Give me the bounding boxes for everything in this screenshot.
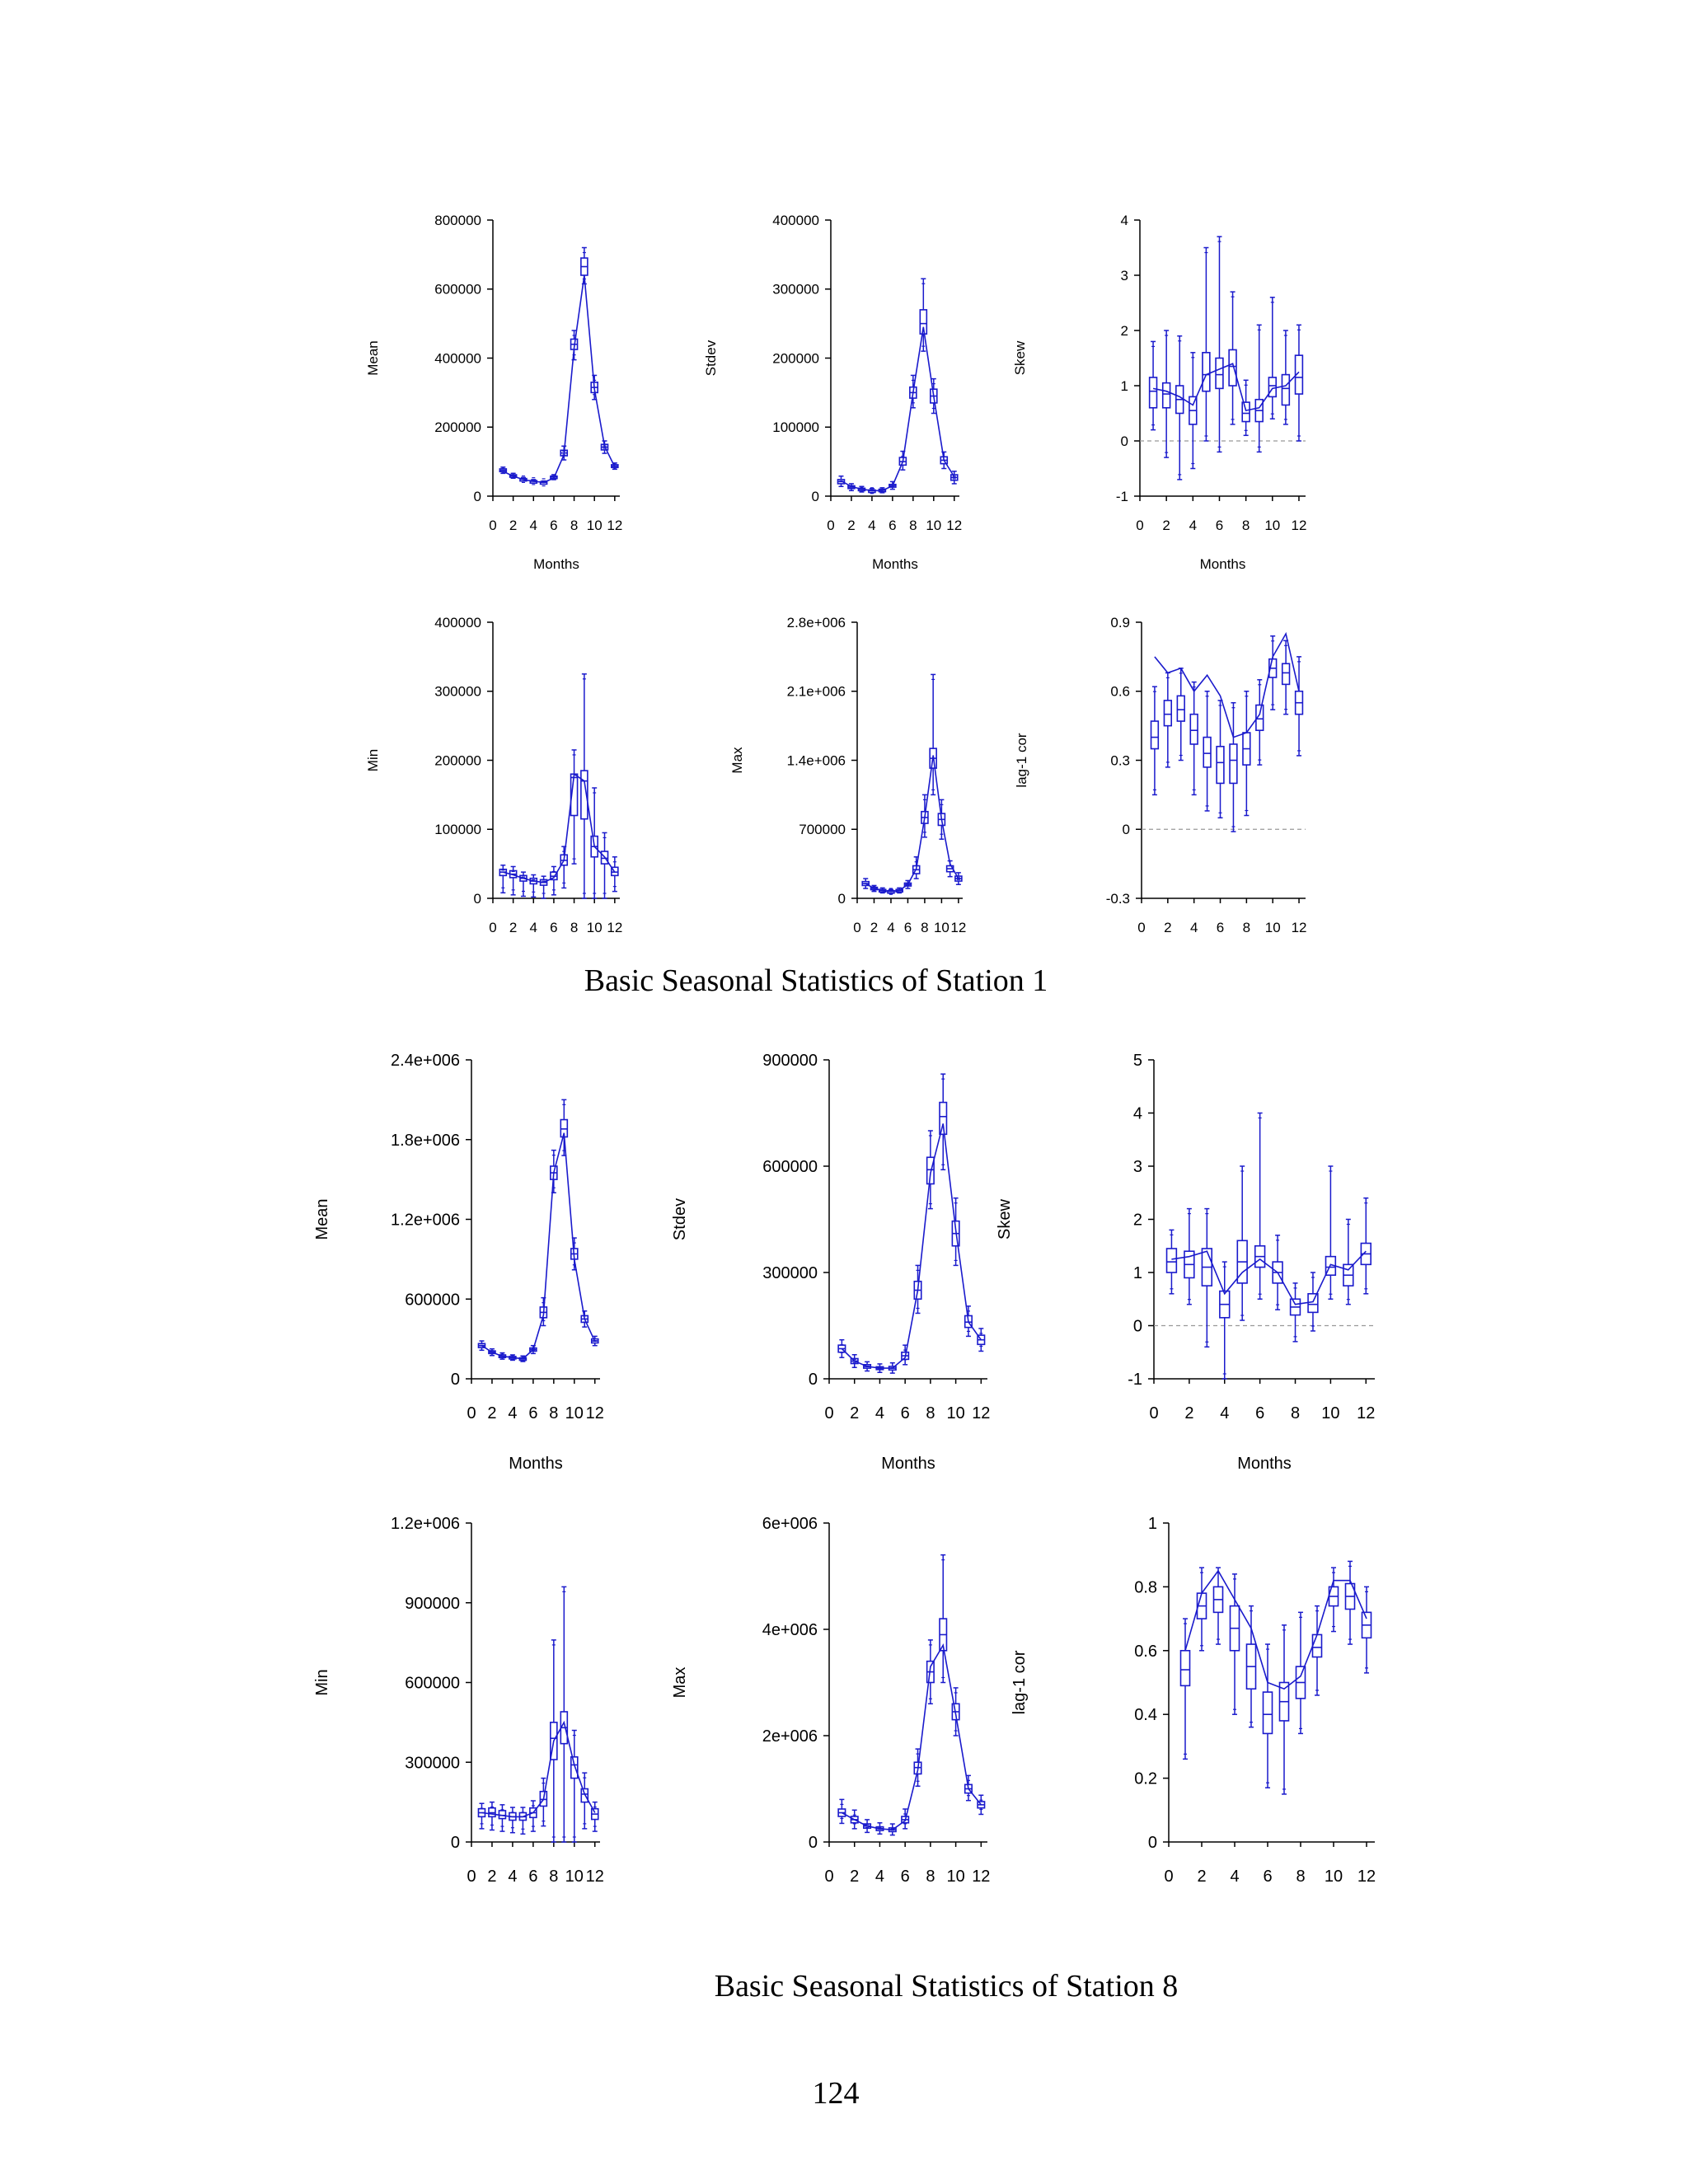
s8-skew-xtick-label: 4 <box>1220 1404 1230 1422</box>
s1-skew-xtick-label: 12 <box>1291 517 1307 533</box>
s8-skew-xtick-label: 8 <box>1290 1404 1301 1422</box>
s8-min-xtick-label: 10 <box>565 1868 584 1886</box>
s8-max-xtick-label: 0 <box>824 1868 834 1886</box>
s1-mean-ytick-label: 0 <box>473 488 481 504</box>
s1-skew-box-month-11 <box>1282 330 1289 424</box>
s1-lag1-box-month-4 <box>1190 682 1198 795</box>
s8-max-chart <box>671 1515 990 1886</box>
s1-lag1-box <box>1217 747 1224 784</box>
s8-stdev-box-month-1 <box>838 1340 845 1358</box>
s8-max-box-month-9 <box>940 1555 946 1683</box>
s8-lag1-xtick-label: 0 <box>1164 1868 1174 1886</box>
s8-max-box-month-12 <box>978 1795 984 1814</box>
s8-min-ytick-label: 300000 <box>405 1754 460 1773</box>
s1-skew-box-month-7 <box>1229 292 1236 424</box>
s1-max-xtick-label: 2 <box>870 919 879 935</box>
s8-skew-box-month-3 <box>1202 1209 1212 1347</box>
s1-skew-ytick-label: 3 <box>1120 267 1128 284</box>
caption-station-1: Basic Seasonal Statistics of Station 1 <box>584 963 1048 998</box>
s1-lag1-ytick-label: 0.6 <box>1110 683 1130 700</box>
s1-min-xtick-label: 10 <box>586 919 603 935</box>
s1-skew-xtick-label: 0 <box>1136 517 1144 533</box>
s8-lag1-ytick-label: 1 <box>1147 1515 1157 1533</box>
s1-stdev-xtick-label: 6 <box>889 517 897 533</box>
s8-min-box-month-11 <box>581 1773 588 1829</box>
s1-lag1-box <box>1190 715 1198 744</box>
s8-stdev-ytick-label: 900000 <box>762 1052 818 1070</box>
s1-stdev-xtick-label: 4 <box>868 517 876 533</box>
s8-lag1-xtick-label: 10 <box>1324 1868 1343 1886</box>
s8-mean-xtick-label: 0 <box>467 1404 476 1422</box>
s8-max-ytick-label: 6e+006 <box>762 1515 818 1533</box>
s1-stdev-xtick-label: 12 <box>946 517 963 533</box>
s8-lag1-xtick-label: 2 <box>1197 1868 1207 1886</box>
s1-skew-chart <box>1012 213 1306 572</box>
s1-min-box-month-3 <box>520 872 527 896</box>
s1-lag1-box <box>1203 738 1211 767</box>
s8-min-chart <box>313 1515 604 1886</box>
s1-min-ytick-label: 400000 <box>434 614 481 630</box>
s8-min-xtick-label: 6 <box>528 1868 538 1886</box>
s1-min-box-month-7 <box>560 846 567 888</box>
s1-mean-ytick-label: 400000 <box>434 350 481 367</box>
s1-max-xtick-label: 10 <box>933 919 950 935</box>
s8-stdev-xtick-label: 10 <box>946 1404 965 1422</box>
s1-min-xtick-label: 2 <box>509 919 518 935</box>
s1-skew-box <box>1203 353 1210 391</box>
s1-max-xtick-label: 4 <box>887 919 895 935</box>
s8-min-box-month-12 <box>592 1802 598 1831</box>
s1-lag1-box-month-1 <box>1151 687 1159 794</box>
s1-min-ytick-label: 100000 <box>434 822 481 838</box>
s8-skew-chart <box>996 1052 1375 1473</box>
s1-skew-box-month-2 <box>1163 330 1170 457</box>
s1-skew-box-month-3 <box>1176 336 1184 480</box>
s8-lag1-box-month-5 <box>1247 1606 1256 1727</box>
s1-stdev-ytick-label: 0 <box>811 488 819 504</box>
s8-min-box-month-9 <box>560 1586 567 1842</box>
s1-lag1-box <box>1177 696 1184 721</box>
s8-stdev-xtick-label: 6 <box>900 1404 910 1422</box>
s1-lag1-xtick-label: 12 <box>1291 919 1307 935</box>
s1-lag1-box-month-3 <box>1177 668 1184 761</box>
s1-max-ytick-label: 2.8e+006 <box>786 614 846 630</box>
s1-skew-ytick-label: 1 <box>1120 377 1128 394</box>
s8-mean-series-line <box>482 1133 595 1359</box>
s8-mean-box-month-9 <box>560 1099 567 1155</box>
s8-mean-ytick-label: 1.2e+006 <box>391 1211 460 1230</box>
s8-min-ytick-label: 1.2e+006 <box>391 1515 460 1533</box>
s1-skew-box <box>1150 377 1157 408</box>
s8-stdev-xtick-label: 4 <box>874 1404 885 1422</box>
s1-min-xtick-label: 8 <box>570 919 579 935</box>
s1-mean-xtick-label: 2 <box>509 517 518 533</box>
s1-skew-ylabel: Skew <box>1012 340 1028 376</box>
s1-skew-xtick-label: 10 <box>1264 517 1281 533</box>
s8-stdev-series-line <box>842 1123 981 1368</box>
s1-skew-box <box>1229 349 1236 386</box>
s1-min-box-month-12 <box>612 857 618 892</box>
s8-skew-xtick-label: 0 <box>1149 1404 1159 1422</box>
s1-skew-box <box>1163 383 1170 408</box>
s8-min-box-month-2 <box>489 1802 495 1830</box>
s1-mean-ytick-label: 800000 <box>434 212 481 228</box>
s8-skew-box-month-5 <box>1237 1166 1247 1320</box>
s8-skew-xtick-label: 12 <box>1357 1404 1376 1422</box>
s1-skew-ytick-label: -1 <box>1115 488 1128 504</box>
s8-stdev-ylabel: Stdev <box>671 1197 689 1241</box>
s8-lag1-box <box>1264 1692 1273 1733</box>
s1-skew-ytick-label: 2 <box>1120 322 1128 339</box>
s8-skew-box-month-11 <box>1343 1220 1353 1305</box>
s1-skew-box-month-1 <box>1150 341 1157 429</box>
s8-lag1-ylabel: lag-1 cor <box>1010 1650 1029 1715</box>
s1-skew-box <box>1242 402 1250 421</box>
s1-lag1-ytick-label: 0.3 <box>1110 752 1130 769</box>
s8-mean-ytick-label: 600000 <box>405 1291 460 1310</box>
s8-skew-xtick-label: 2 <box>1184 1404 1194 1422</box>
s1-max-ytick-label: 0 <box>837 890 846 907</box>
s8-mean-ytick-label: 0 <box>450 1371 460 1389</box>
s8-mean-xtick-label: 10 <box>565 1404 584 1422</box>
s8-min-box-month-5 <box>519 1807 526 1834</box>
s8-mean-chart <box>313 1052 604 1473</box>
s1-lag1-box <box>1151 721 1159 749</box>
s8-lag1-box-month-7 <box>1280 1625 1289 1794</box>
s8-min-box-month-1 <box>478 1803 485 1829</box>
s1-skew-box-month-12 <box>1296 325 1303 441</box>
s8-mean-box-month-1 <box>478 1341 485 1350</box>
s1-mean-xtick-label: 12 <box>607 517 623 533</box>
s1-min-xtick-label: 0 <box>489 919 497 935</box>
s1-lag1-box-month-5 <box>1203 691 1211 811</box>
s1-skew-box-month-9 <box>1255 325 1263 452</box>
s1-skew-box-month-4 <box>1189 353 1197 469</box>
s8-lag1-ytick-label: 0.8 <box>1134 1578 1157 1597</box>
s1-stdev-ytick-label: 300000 <box>772 281 819 298</box>
s8-stdev-chart <box>671 1052 990 1473</box>
s8-skew-ytick-label: 1 <box>1132 1264 1142 1282</box>
s1-lag1-box <box>1230 744 1237 783</box>
s1-stdev-xtick-label: 10 <box>926 517 942 533</box>
s1-lag1-box-month-8 <box>1243 691 1250 816</box>
s8-skew-box-month-10 <box>1326 1166 1336 1299</box>
s1-min-box-month-5 <box>541 876 547 898</box>
s1-skew-box-month-10 <box>1268 298 1276 419</box>
s1-max-ytick-label: 700000 <box>799 822 846 838</box>
s1-min-ytick-label: 300000 <box>434 683 481 700</box>
s1-lag1-box-month-2 <box>1164 673 1171 766</box>
s1-min-xtick-label: 6 <box>550 919 558 935</box>
s8-stdev-xtick-label: 12 <box>972 1404 991 1422</box>
s8-mean-xtick-label: 2 <box>487 1404 497 1422</box>
s1-lag1-xtick-label: 6 <box>1216 919 1225 935</box>
s8-min-xtick-label: 2 <box>487 1868 497 1886</box>
s8-lag1-series-line <box>1185 1571 1367 1689</box>
s8-lag1-xtick-label: 6 <box>1263 1868 1273 1886</box>
s8-lag1-box <box>1181 1651 1190 1686</box>
s1-skew-ytick-label: 4 <box>1120 212 1128 228</box>
s1-mean-ytick-label: 200000 <box>434 419 481 436</box>
s8-lag1-box-month-12 <box>1362 1586 1372 1672</box>
s8-skew-box-month-8 <box>1291 1283 1301 1342</box>
s8-stdev-box-month-9 <box>940 1074 946 1169</box>
s8-max-series-line <box>842 1645 981 1830</box>
s8-max-box-month-1 <box>838 1799 845 1823</box>
s8-stdev-ytick-label: 600000 <box>762 1158 818 1176</box>
s1-lag1-xtick-label: 4 <box>1189 919 1198 935</box>
s1-skew-xlabel: Months <box>1199 556 1246 572</box>
s1-lag1-ytick-label: 0 <box>1122 822 1130 838</box>
s1-lag1-ytick-label: -0.3 <box>1105 890 1130 907</box>
s8-stdev-xtick-label: 0 <box>824 1404 834 1422</box>
s8-stdev-xtick-label: 2 <box>850 1404 860 1422</box>
s8-mean-xtick-label: 6 <box>528 1404 538 1422</box>
s8-skew-series-line <box>1171 1251 1366 1305</box>
s1-min-series-line <box>503 774 615 882</box>
s8-skew-ytick-label: 4 <box>1132 1104 1142 1123</box>
s8-min-ytick-label: 0 <box>450 1834 460 1852</box>
s8-min-box-month-4 <box>509 1807 516 1833</box>
s8-lag1-xtick-label: 8 <box>1296 1868 1306 1886</box>
s1-lag1-box <box>1282 663 1290 684</box>
s8-skew-box-month-12 <box>1361 1198 1371 1294</box>
s1-min-xtick-label: 12 <box>607 919 623 935</box>
s1-lag1-xtick-label: 2 <box>1164 919 1172 935</box>
s1-skew-box <box>1282 375 1289 405</box>
s1-max-ylabel: Max <box>729 747 745 774</box>
s8-min-box-month-10 <box>571 1731 578 1842</box>
s1-stdev-xtick-label: 0 <box>827 517 835 533</box>
s1-lag1-ytick-label: 0.9 <box>1110 614 1130 630</box>
s1-stdev-ylabel: Stdev <box>703 340 719 377</box>
s1-lag1-box-month-12 <box>1296 657 1303 756</box>
s8-min-xtick-label: 12 <box>585 1868 604 1886</box>
s1-mean-series-line <box>503 275 615 482</box>
s8-lag1-box-month-9 <box>1313 1606 1322 1695</box>
s8-skew-ytick-label: 3 <box>1132 1158 1142 1176</box>
s1-min-box-month-8 <box>571 750 578 864</box>
s1-max-chart <box>729 615 966 935</box>
s1-skew-box-month-6 <box>1216 237 1223 452</box>
s8-stdev-box <box>940 1103 946 1135</box>
s8-mean-xtick-label: 8 <box>549 1404 559 1422</box>
s1-min-box-month-9 <box>581 674 588 898</box>
s1-mean-xtick-label: 0 <box>489 517 497 533</box>
s8-stdev-xtick-label: 8 <box>926 1404 935 1422</box>
s8-min-box-month-3 <box>499 1805 505 1831</box>
s8-lag1-xtick-label: 12 <box>1357 1868 1376 1886</box>
s8-lag1-ytick-label: 0.6 <box>1134 1642 1157 1661</box>
s1-stdev-xtick-label: 2 <box>847 517 856 533</box>
s1-min-ylabel: Min <box>365 748 381 772</box>
s8-min-ylabel: Min <box>313 1669 331 1696</box>
s8-mean-ytick-label: 1.8e+006 <box>391 1131 460 1150</box>
s1-mean-xtick-label: 10 <box>586 517 603 533</box>
s8-mean-xlabel: Months <box>509 1455 563 1473</box>
s1-skew-xtick-label: 8 <box>1241 517 1250 533</box>
s8-skew-box <box>1167 1249 1177 1272</box>
s8-min-box <box>571 1757 578 1779</box>
s8-skew-box-month-1 <box>1167 1230 1177 1293</box>
s1-max-ytick-label: 2.1e+006 <box>786 683 846 700</box>
s8-skew-box-month-6 <box>1255 1113 1265 1300</box>
s8-skew-ytick-label: 2 <box>1132 1211 1142 1230</box>
s1-min-chart <box>365 615 622 935</box>
s8-max-xtick-label: 8 <box>926 1868 935 1886</box>
s8-lag1-ytick-label: 0.2 <box>1134 1769 1157 1788</box>
s8-lag1-ytick-label: 0.4 <box>1134 1706 1157 1725</box>
s8-skew-ytick-label: 5 <box>1132 1052 1142 1070</box>
s1-stdev-ytick-label: 100000 <box>772 419 819 436</box>
s1-min-ytick-label: 200000 <box>434 752 481 769</box>
s8-mean-xtick-label: 12 <box>585 1404 604 1422</box>
s1-mean-xtick-label: 4 <box>529 517 538 533</box>
s1-min-box-month-6 <box>551 866 557 894</box>
s8-max-xtick-label: 12 <box>972 1868 991 1886</box>
s1-min-box-month-11 <box>602 832 608 898</box>
s1-lag1-series-line <box>1155 634 1299 738</box>
s8-min-ytick-label: 600000 <box>405 1674 460 1693</box>
s8-skew-ytick-label: 0 <box>1132 1317 1142 1336</box>
s1-skew-box <box>1216 359 1223 389</box>
s1-skew-box <box>1268 377 1276 396</box>
s8-max-xtick-label: 2 <box>850 1868 860 1886</box>
s8-mean-ytick-label: 2.4e+006 <box>391 1052 460 1070</box>
s8-lag1-ytick-label: 0 <box>1147 1834 1157 1852</box>
s8-max-ytick-label: 0 <box>808 1834 818 1852</box>
s8-lag1-xtick-label: 4 <box>1230 1868 1240 1886</box>
s1-stdev-xlabel: Months <box>872 556 918 572</box>
s1-max-xtick-label: 12 <box>950 919 967 935</box>
s1-lag1-box-month-9 <box>1256 680 1264 765</box>
s1-skew-box-month-8 <box>1242 380 1250 435</box>
s1-skew-xtick-label: 4 <box>1189 517 1198 533</box>
s1-mean-chart <box>365 213 622 572</box>
s8-lag1-box-month-11 <box>1346 1561 1355 1644</box>
s1-min-box-month-1 <box>499 865 506 893</box>
s8-skew-xtick-label: 10 <box>1321 1404 1340 1422</box>
caption-station-8: Basic Seasonal Statistics of Station 8 <box>714 1969 1179 2004</box>
s1-max-xtick-label: 8 <box>921 919 929 935</box>
s8-min-ytick-label: 900000 <box>405 1594 460 1613</box>
s8-stdev-xlabel: Months <box>881 1455 935 1473</box>
page-number: 124 <box>812 2076 860 2111</box>
s8-lag1-box-month-3 <box>1214 1568 1223 1644</box>
s1-max-xtick-label: 6 <box>903 919 912 935</box>
s8-skew-xlabel: Months <box>1237 1455 1292 1473</box>
s8-max-ytick-label: 4e+006 <box>762 1621 818 1639</box>
s1-lag1-xtick-label: 0 <box>1137 919 1146 935</box>
s8-max-xtick-label: 6 <box>900 1868 910 1886</box>
s1-lag1-box-month-6 <box>1217 701 1224 818</box>
s1-lag1-chart <box>1014 615 1307 935</box>
s8-mean-ylabel: Mean <box>313 1198 331 1240</box>
s1-mean-xlabel: Months <box>533 556 579 572</box>
s8-stdev-ytick-label: 0 <box>808 1371 818 1389</box>
s1-mean-ylabel: Mean <box>365 340 381 376</box>
s8-lag1-chart <box>1010 1515 1376 1886</box>
s8-mean-xtick-label: 4 <box>508 1404 518 1422</box>
s8-lag1-box <box>1313 1634 1322 1657</box>
s8-skew-box-month-4 <box>1220 1262 1230 1379</box>
s1-mean-xtick-label: 6 <box>550 517 558 533</box>
s8-min-xtick-label: 4 <box>508 1868 518 1886</box>
s1-max-xtick-label: 0 <box>853 919 861 935</box>
s8-skew-ytick-label: -1 <box>1128 1371 1142 1389</box>
s1-stdev-series-line <box>842 327 954 491</box>
s1-min-xtick-label: 4 <box>529 919 538 935</box>
s1-skew-box-month-5 <box>1203 248 1210 442</box>
s1-lag1-xtick-label: 10 <box>1264 919 1281 935</box>
s8-min-box-month-6 <box>530 1801 537 1831</box>
s8-max-xtick-label: 10 <box>946 1868 965 1886</box>
s8-skew-box <box>1308 1294 1318 1313</box>
s1-stdev-ytick-label: 400000 <box>772 212 819 228</box>
s1-lag1-ylabel: lag-1 cor <box>1014 733 1029 788</box>
s1-mean-ytick-label: 600000 <box>434 281 481 298</box>
s8-lag1-box-month-6 <box>1264 1644 1273 1788</box>
s8-stdev-box-month-12 <box>978 1329 984 1352</box>
s1-stdev-chart <box>703 213 962 572</box>
s1-skew-xtick-label: 2 <box>1162 517 1170 533</box>
s1-min-ytick-label: 0 <box>473 890 481 907</box>
s8-min-xtick-label: 8 <box>549 1868 559 1886</box>
s1-skew-ytick-label: 0 <box>1120 433 1128 449</box>
s8-max-ylabel: Max <box>671 1666 689 1699</box>
s8-lag1-box-month-2 <box>1198 1568 1207 1651</box>
s1-max-ytick-label: 1.4e+006 <box>786 752 846 769</box>
s1-lag1-box-month-7 <box>1230 703 1237 832</box>
s1-stdev-xtick-label: 8 <box>909 517 917 533</box>
s8-min-xtick-label: 0 <box>467 1868 476 1886</box>
s8-lag1-box-month-10 <box>1329 1568 1339 1631</box>
s8-max-ytick-label: 2e+006 <box>762 1727 818 1746</box>
s8-skew-xtick-label: 6 <box>1255 1404 1265 1422</box>
s8-skew-ylabel: Skew <box>996 1199 1014 1240</box>
s1-stdev-ytick-label: 200000 <box>772 350 819 367</box>
s8-lag1-box-month-8 <box>1296 1612 1306 1733</box>
s1-skew-series-line <box>1153 363 1299 410</box>
s8-stdev-ytick-label: 300000 <box>762 1264 818 1282</box>
s1-lag1-xtick-label: 8 <box>1242 919 1251 935</box>
s1-skew-xtick-label: 6 <box>1215 517 1224 533</box>
s1-min-box-month-2 <box>510 866 517 894</box>
s1-lag1-box <box>1164 701 1171 726</box>
s8-min-box <box>581 1789 588 1802</box>
s1-min-box-month-4 <box>530 875 537 898</box>
s1-lag1-box-month-10 <box>1269 636 1277 710</box>
s8-max-xtick-label: 4 <box>874 1868 885 1886</box>
s1-lag1-box-month-11 <box>1282 640 1290 714</box>
s1-mean-xtick-label: 8 <box>570 517 579 533</box>
